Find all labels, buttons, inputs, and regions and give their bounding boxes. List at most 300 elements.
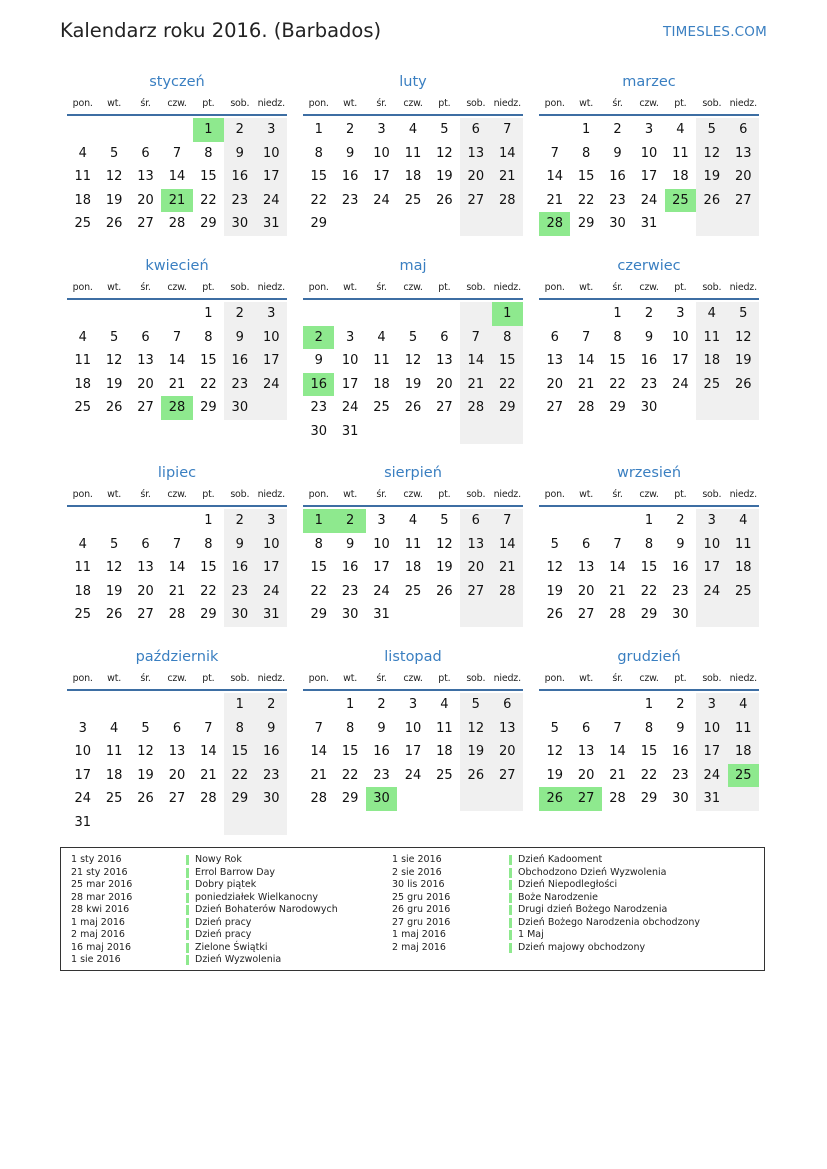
day-cell: 21: [460, 373, 491, 397]
day-cell: 25: [436, 767, 453, 783]
weekday-header: [303, 487, 523, 502]
weekday-label: wt.: [107, 489, 122, 500]
day-cell: 10: [696, 533, 727, 557]
day-grid: [303, 693, 523, 811]
day-cell: 18: [672, 169, 689, 185]
empty-cell: [429, 603, 460, 627]
day-cell: 29: [224, 787, 255, 811]
day-cell: 4: [440, 697, 449, 712]
day-cell: 12: [105, 353, 123, 369]
weekday-label: wt.: [579, 282, 594, 293]
day-cell: 26: [137, 791, 154, 807]
day-cell: 29: [200, 216, 217, 232]
empty-cell: [397, 787, 428, 811]
weekday-label: pon.: [72, 98, 93, 109]
day-cell: 23: [672, 767, 689, 783]
day-cell: 10: [696, 717, 727, 741]
holiday-marker-icon: [186, 893, 189, 903]
day-cell: 12: [404, 353, 422, 369]
weekday-header: [303, 671, 523, 686]
empty-cell: [193, 811, 224, 835]
day-cell: 6: [141, 145, 150, 161]
empty-cell: [397, 212, 428, 236]
day-cell: 3: [676, 306, 685, 321]
legend-date: 1 maj 2016: [392, 929, 446, 940]
weekday-label: pon.: [308, 489, 329, 500]
day-cell: 25: [728, 580, 759, 604]
weekday-label: śr.: [376, 489, 387, 500]
day-cell: 26: [436, 192, 453, 208]
day-cell: 3: [408, 697, 418, 712]
day-cell: 13: [460, 533, 491, 557]
day-cell: 11: [728, 717, 759, 741]
empty-cell: [130, 811, 161, 835]
month-name: marzec: [622, 74, 676, 90]
page-title: Kalendarz roku 2016. (Barbados): [60, 19, 382, 42]
empty-cell: [429, 212, 460, 236]
day-cell: 17: [672, 353, 689, 369]
day-cell: 15: [577, 169, 595, 185]
day-cell: 26: [404, 400, 422, 416]
weekday-label: sob.: [702, 98, 722, 109]
weekday-label: sob.: [702, 489, 722, 500]
day-cell: 14: [168, 169, 186, 185]
weekday-label: pt.: [674, 489, 687, 500]
legend-holiday-name: Boże Narodzenie: [509, 892, 700, 905]
holiday-marker-icon: [186, 955, 189, 965]
day-cell: 28: [161, 396, 192, 420]
day-cell: 7: [550, 145, 559, 161]
month-block: [67, 72, 287, 236]
empty-cell: [366, 302, 397, 326]
weekday-label: czw.: [167, 489, 187, 500]
day-cell: 19: [105, 376, 123, 392]
weekday-label: sob.: [466, 489, 486, 500]
empty-cell: [67, 509, 98, 533]
day-cell: 9: [224, 326, 255, 350]
weekday-label: pt.: [674, 673, 687, 684]
weekday-label: śr.: [376, 673, 387, 684]
weekday-label: sob.: [230, 282, 250, 293]
day-cell: 14: [546, 169, 563, 185]
empty-cell: [728, 396, 759, 420]
day-cell: 1: [644, 697, 654, 712]
empty-cell: [130, 693, 161, 717]
day-cell: 21: [577, 376, 595, 392]
day-cell: 18: [74, 376, 91, 392]
day-cell: 25: [665, 189, 696, 213]
day-cell: 19: [436, 560, 453, 576]
header-rule: [303, 689, 523, 691]
day-cell: 7: [460, 326, 491, 350]
weekday-label: czw.: [639, 673, 659, 684]
day-grid: [67, 693, 287, 835]
brand-link[interactable]: TIMESLES.COM: [663, 24, 767, 40]
day-cell: 20: [728, 165, 759, 189]
weekday-label: sob.: [230, 673, 250, 684]
month-block: [539, 72, 759, 236]
day-cell: 15: [341, 744, 359, 760]
weekday-header: [539, 280, 759, 295]
day-cell: 9: [676, 720, 685, 736]
day-cell: 4: [78, 329, 87, 345]
day-cell: 11: [672, 145, 689, 161]
legend-holiday-name: Errol Barrow Day: [186, 867, 338, 880]
day-cell: 14: [168, 353, 186, 369]
weekday-header: [303, 96, 523, 111]
empty-cell: [539, 302, 570, 326]
day-cell: 13: [492, 717, 523, 741]
legend-date: 28 mar 2016: [71, 891, 133, 903]
day-cell: 30: [640, 400, 658, 416]
day-cell: 1: [224, 693, 255, 717]
day-cell: 1: [613, 306, 622, 321]
day-cell: 3: [78, 720, 87, 736]
day-cell: 29: [609, 400, 626, 416]
day-cell: 25: [404, 192, 422, 208]
empty-cell: [366, 420, 397, 444]
legend-holiday-name: 1 Maj: [509, 929, 700, 942]
weekday-label: czw.: [403, 489, 423, 500]
day-cell: 17: [696, 556, 727, 580]
day-cell: 6: [550, 329, 559, 345]
day-cell: 27: [460, 189, 491, 213]
day-cell: 13: [168, 744, 186, 760]
day-cell: 25: [105, 791, 123, 807]
empty-cell: [334, 302, 365, 326]
day-cell: 2: [224, 509, 255, 533]
month-name: październik: [135, 649, 219, 665]
weekday-label: śr.: [612, 489, 623, 500]
empty-cell: [696, 603, 727, 627]
empty-cell: [130, 302, 161, 326]
empty-cell: [492, 420, 523, 444]
day-cell: 24: [256, 580, 287, 604]
day-cell: 24: [672, 376, 689, 392]
day-cell: 18: [74, 192, 91, 208]
day-cell: 15: [609, 353, 626, 369]
day-cell: 7: [172, 329, 182, 345]
day-cell: 28: [609, 607, 626, 623]
weekday-label: śr.: [376, 282, 387, 293]
weekday-label: pt.: [202, 98, 215, 109]
day-cell: 3: [256, 118, 287, 142]
day-cell: 14: [200, 744, 217, 760]
day-cell: 2: [224, 302, 255, 326]
day-cell: 21: [168, 376, 186, 392]
month-name: czerwiec: [617, 258, 681, 274]
day-grid: [303, 302, 523, 444]
weekday-label: czw.: [167, 98, 187, 109]
header-rule: [539, 505, 759, 507]
empty-cell: [665, 212, 696, 236]
empty-cell: [539, 509, 570, 533]
day-cell: 10: [373, 145, 390, 161]
day-cell: 16: [256, 740, 287, 764]
day-cell: 14: [460, 349, 491, 373]
day-cell: 10: [256, 533, 287, 557]
day-cell: 4: [408, 513, 418, 528]
day-cell: 19: [728, 349, 759, 373]
day-cell: 14: [492, 142, 523, 166]
empty-cell: [728, 787, 759, 811]
day-cell: 22: [341, 767, 359, 783]
day-cell: 7: [492, 509, 523, 533]
day-cell: 5: [109, 536, 119, 552]
day-cell: 16: [640, 353, 658, 369]
day-cell: 27: [728, 189, 759, 213]
day-cell: 4: [78, 145, 87, 161]
day-cell: 8: [314, 145, 323, 161]
day-cell: 8: [345, 720, 355, 736]
day-cell: 8: [492, 326, 523, 350]
day-cell: 1: [644, 513, 654, 528]
day-cell: 11: [373, 353, 390, 369]
day-cell: 9: [345, 145, 355, 161]
day-cell: 15: [310, 560, 327, 576]
legend-date: 21 sty 2016: [71, 866, 128, 878]
header-rule: [303, 114, 523, 116]
day-cell: 31: [256, 603, 287, 627]
day-cell: 15: [640, 744, 658, 760]
day-cell: 24: [341, 400, 359, 416]
legend-holiday-name: Dzień Bohaterów Narodowych: [186, 904, 338, 917]
weekday-header: [67, 280, 287, 295]
day-cell: 6: [440, 329, 449, 345]
day-cell: 31: [256, 212, 287, 236]
day-cell: 24: [640, 192, 658, 208]
day-cell: 7: [613, 720, 622, 736]
empty-cell: [334, 212, 365, 236]
empty-cell: [98, 693, 129, 717]
day-cell: 16: [341, 560, 359, 576]
day-cell: 23: [341, 192, 359, 208]
day-cell: 26: [105, 400, 123, 416]
day-cell: 12: [546, 744, 563, 760]
day-cell: 12: [436, 145, 453, 161]
legend-date: 1 sie 2016: [392, 854, 442, 865]
day-cell: 2: [676, 513, 685, 528]
legend-holiday-name: Dzień Kadooment: [509, 854, 700, 867]
day-cell: 21: [609, 767, 626, 783]
empty-cell: [67, 118, 98, 142]
day-cell: 23: [341, 583, 359, 599]
month-block: [539, 256, 759, 420]
day-cell: 10: [672, 329, 689, 345]
weekday-label: śr.: [612, 282, 623, 293]
day-cell: 6: [492, 693, 523, 717]
month-name: listopad: [384, 649, 442, 665]
day-cell: 6: [141, 536, 150, 552]
day-cell: 26: [460, 764, 491, 788]
month-name: maj: [399, 258, 427, 274]
day-cell: 13: [137, 169, 154, 185]
day-cell: 23: [224, 580, 255, 604]
day-cell: 18: [728, 556, 759, 580]
day-cell: 19: [105, 583, 123, 599]
weekday-label: śr.: [612, 673, 623, 684]
day-cell: 22: [492, 373, 523, 397]
legend-date: 27 gru 2016: [392, 916, 451, 928]
day-cell: 6: [581, 536, 591, 552]
day-cell: 22: [640, 583, 658, 599]
day-cell: 22: [310, 192, 327, 208]
day-cell: 17: [404, 744, 422, 760]
month-name: wrzesień: [616, 465, 682, 481]
legend-holiday-name: Dzień pracy: [186, 917, 338, 930]
legend-holiday-name: Dzień Niepodległości: [509, 879, 700, 892]
day-cell: 19: [137, 767, 154, 783]
empty-cell: [602, 693, 633, 717]
day-cell: 27: [137, 216, 154, 232]
day-cell: 19: [436, 169, 453, 185]
day-cell: 20: [577, 583, 595, 599]
weekday-label: pon.: [308, 673, 329, 684]
day-cell: 12: [696, 142, 727, 166]
day-cell: 23: [609, 192, 626, 208]
empty-cell: [429, 787, 460, 811]
day-cell: 13: [460, 142, 491, 166]
weekday-label: sob.: [230, 489, 250, 500]
weekday-header: [67, 487, 287, 502]
day-cell: 5: [696, 118, 727, 142]
weekday-label: sob.: [466, 98, 486, 109]
day-cell: 4: [728, 509, 759, 533]
day-cell: 20: [577, 767, 595, 783]
day-cell: 10: [404, 720, 422, 736]
day-cell: 29: [310, 607, 327, 623]
day-cell: 11: [404, 145, 422, 161]
weekday-label: sob.: [466, 282, 486, 293]
header-rule: [67, 689, 287, 691]
day-cell: 25: [696, 373, 727, 397]
day-cell: 7: [204, 720, 213, 736]
weekday-label: pt.: [674, 282, 687, 293]
day-cell: 30: [366, 787, 397, 811]
day-cell: 24: [696, 764, 727, 788]
day-cell: 28: [310, 791, 327, 807]
day-cell: 29: [640, 607, 658, 623]
weekday-label: niedz.: [493, 282, 521, 293]
day-cell: 8: [204, 329, 213, 345]
day-cell: 7: [172, 536, 182, 552]
day-cell: 8: [644, 720, 654, 736]
empty-cell: [397, 603, 428, 627]
weekday-label: pon.: [72, 489, 93, 500]
day-cell: 29: [200, 400, 217, 416]
day-cell: 30: [609, 216, 626, 232]
day-cell: 3: [345, 329, 355, 345]
day-cell: 30: [672, 607, 689, 623]
day-cell: 5: [408, 329, 418, 345]
weekday-header: [303, 280, 523, 295]
empty-cell: [67, 693, 98, 717]
header-rule: [539, 689, 759, 691]
day-cell: 5: [440, 513, 449, 528]
day-cell: 18: [696, 349, 727, 373]
day-cell: 15: [200, 169, 217, 185]
day-grid: [539, 302, 759, 420]
legend-date: 1 maj 2016: [71, 916, 125, 928]
weekday-label: niedz.: [257, 282, 285, 293]
month-block: [539, 463, 759, 627]
day-cell: 16: [224, 349, 255, 373]
day-cell: 5: [440, 122, 449, 137]
day-cell: 10: [74, 744, 91, 760]
day-cell: 18: [373, 376, 390, 392]
weekday-header: [539, 671, 759, 686]
day-cell: 7: [492, 118, 523, 142]
day-cell: 26: [105, 607, 123, 623]
day-cell: 9: [613, 145, 622, 161]
legend-holiday-name: Dzień Bożego Narodzenia obchodzony: [509, 917, 700, 930]
day-cell: 17: [256, 556, 287, 580]
day-cell: 10: [373, 536, 390, 552]
header-rule: [303, 505, 523, 507]
empty-cell: [570, 693, 601, 717]
day-cell: 13: [577, 560, 595, 576]
empty-cell: [130, 509, 161, 533]
day-grid: [539, 693, 759, 811]
weekday-label: wt.: [343, 98, 358, 109]
month-block: [303, 256, 523, 444]
day-cell: 12: [460, 717, 491, 741]
empty-cell: [98, 118, 129, 142]
day-cell: 8: [224, 717, 255, 741]
day-cell: 30: [672, 791, 689, 807]
day-cell: 25: [404, 583, 422, 599]
day-cell: 25: [74, 607, 91, 623]
empty-cell: [460, 420, 491, 444]
day-cell: 27: [577, 607, 595, 623]
weekday-label: czw.: [403, 98, 423, 109]
day-cell: 8: [204, 536, 213, 552]
day-cell: 20: [460, 556, 491, 580]
day-cell: 10: [256, 142, 287, 166]
day-cell: 22: [609, 376, 626, 392]
day-cell: 31: [373, 607, 390, 623]
day-cell: 17: [696, 740, 727, 764]
day-cell: 28: [168, 607, 186, 623]
weekday-label: niedz.: [729, 489, 757, 500]
day-cell: 24: [256, 373, 287, 397]
holiday-marker-icon: [509, 893, 512, 903]
holiday-marker-icon: [509, 855, 512, 865]
empty-cell: [161, 811, 192, 835]
day-cell: 18: [105, 767, 123, 783]
weekday-label: pt.: [202, 282, 215, 293]
day-cell: 15: [224, 740, 255, 764]
holiday-marker-icon: [509, 905, 512, 915]
weekday-label: pon.: [544, 673, 565, 684]
day-cell: 25: [74, 216, 91, 232]
day-cell: 16: [224, 556, 255, 580]
weekday-label: wt.: [579, 98, 594, 109]
weekday-label: czw.: [403, 282, 423, 293]
day-cell: 12: [105, 560, 123, 576]
holiday-marker-icon: [509, 918, 512, 928]
day-cell: 9: [644, 329, 654, 345]
weekday-label: pt.: [438, 98, 451, 109]
month-block: [303, 463, 523, 627]
weekday-label: wt.: [107, 673, 122, 684]
weekday-label: pt.: [202, 489, 215, 500]
day-cell: 2: [224, 118, 255, 142]
day-cell: 24: [696, 580, 727, 604]
weekday-label: pt.: [438, 282, 451, 293]
day-cell: 30: [224, 396, 255, 420]
day-cell: 3: [256, 509, 287, 533]
